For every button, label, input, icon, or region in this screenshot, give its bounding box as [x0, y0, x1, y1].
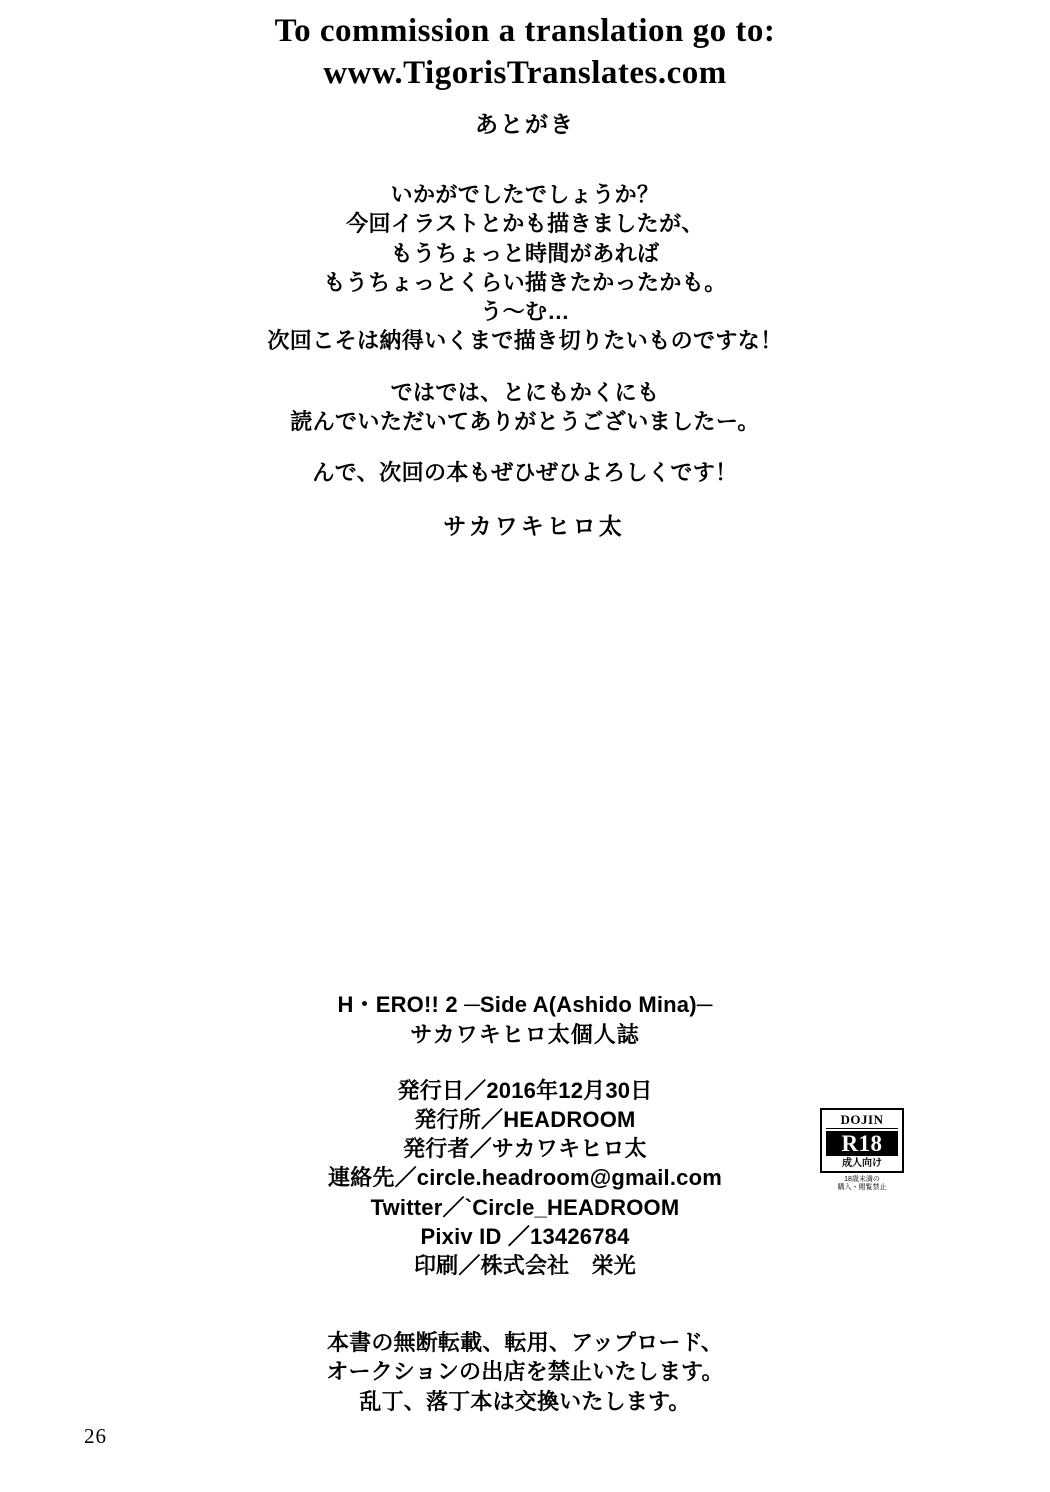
afterword-line: いかがでしたでしょうか？: [390, 182, 660, 207]
afterword-line: う～む…: [480, 299, 570, 324]
colophon-info-line: Twitter／`Circle_HEADROOM: [370, 1194, 680, 1220]
colophon-notice: [0, 1328, 1050, 1417]
paragraph-spacer: [0, 436, 1050, 458]
colophon-info-line: 連絡先／circle.headroom@gmail.com: [327, 1165, 722, 1191]
colophon-info-line: 発行所／HEADROOM: [414, 1107, 636, 1133]
banner-line-2: www.TigorisTranslates.com: [323, 55, 727, 92]
colophon-info-line: Pixiv ID ／13426784: [420, 1223, 630, 1249]
colophon-title-block: [0, 990, 1050, 1049]
r18-dojin-label: DOJIN: [826, 1113, 898, 1129]
colophon-subtitle: サカワキヒロ太個人誌: [410, 1021, 640, 1047]
colophon-info-line: 発行者／サカワキヒロ太: [403, 1136, 647, 1162]
banner-line-1: To commission a translation go to:: [274, 13, 776, 49]
afterword-line: 今回イラストとかも描きましたが、: [346, 211, 704, 237]
colophon-notice-line: 本書の無断転載、転用、アップロード、: [326, 1329, 724, 1355]
r18-main-label: R18: [826, 1131, 898, 1156]
colophon-notice-line: 乱丁、落丁本は交換いたします。: [359, 1388, 691, 1414]
colophon-info-line: 印刷／株式会社 栄光: [413, 1252, 636, 1278]
colophon: [0, 990, 1050, 1417]
afterword-line: もうちょっと時間があれば: [390, 240, 660, 266]
author-signature: サカワキヒロ太: [443, 513, 625, 539]
afterword-line: ではでは、とにもかくにも: [390, 379, 660, 405]
r18-badge-box: [820, 1108, 904, 1173]
afterword-line: もうちょっとくらい描きたかったかも。: [323, 269, 727, 295]
colophon-info-line: 発行日／2016年12月30日: [397, 1078, 653, 1104]
r18-sub-label: 成人向け: [842, 1157, 882, 1169]
afterword-line: んで、次回の本もぜひぜひよろしくです！: [312, 460, 738, 485]
paragraph-spacer: [0, 356, 1050, 378]
colophon-notice-line: オークションの出店を禁止いたします。: [326, 1359, 724, 1385]
r18-footnote-line: 18歳未満の: [844, 1175, 880, 1183]
afterword-heading: あとがき: [475, 111, 575, 137]
page-number: 26: [84, 1424, 107, 1448]
r18-footnote-line: 購入・閲覧禁止: [837, 1184, 887, 1192]
afterword-line: 次回こそは納得いくまで描き切りたいものですな！: [267, 328, 783, 354]
colophon-title: H・ERO!! 2 ─Side A(Ashido Mina)─: [337, 992, 713, 1017]
afterword-body: [0, 180, 1050, 487]
afterword-line: 読んでいただいてありがとうございましたー。: [290, 408, 760, 434]
r18-rating-badge: [820, 1108, 904, 1193]
r18-footnote: [820, 1176, 904, 1193]
translation-banner: [0, 10, 1050, 94]
